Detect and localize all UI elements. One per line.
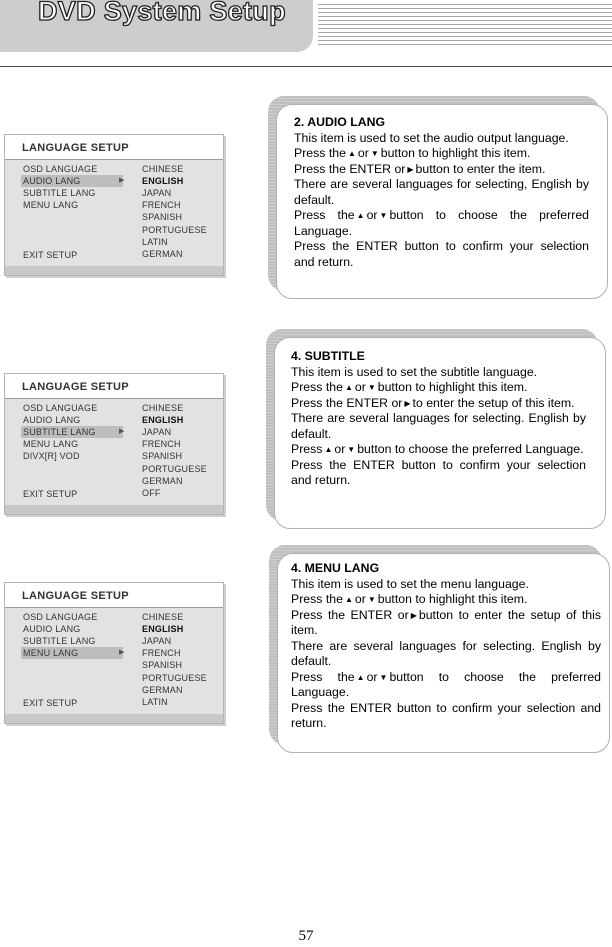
option-portuguese[interactable]: PORTUGUESE	[142, 225, 207, 235]
option-spanish[interactable]: SPANISH	[142, 660, 183, 670]
option-german[interactable]: GERMAN	[142, 685, 183, 695]
menu-item-audio-lang[interactable]: AUDIO LANG	[23, 624, 81, 634]
right-arrow-icon: ▶	[404, 398, 411, 408]
option-off[interactable]: OFF	[142, 488, 161, 498]
card-choose-line: Press the ▲ or ▼ button to choose the preferred Language.	[294, 208, 589, 238]
card-intro: This item is used to set the menu language.	[291, 576, 529, 591]
menu-item-divx-vod[interactable]: DIVX[R] VOD	[23, 451, 80, 461]
menu-item-osd-language[interactable]: OSD LANGUAGE	[23, 403, 98, 413]
info-card-subtitle	[266, 329, 606, 529]
up-arrow-icon: ▲	[344, 595, 353, 604]
option-french[interactable]: FRENCH	[142, 648, 181, 658]
info-card-menu-lang	[269, 545, 610, 753]
option-chinese[interactable]: CHINESE	[142, 403, 184, 413]
card-title: 4. SUBTITLE	[291, 349, 365, 363]
card-nav-line: Press the ▲ or ▼ button to highlight this item.	[291, 380, 528, 394]
option-german[interactable]: GERMAN	[142, 476, 183, 486]
option-japan[interactable]: JAPAN	[142, 636, 172, 646]
menu-item-exit-setup[interactable]: EXIT SETUP	[23, 250, 78, 260]
up-arrow-icon: ▲	[324, 445, 333, 454]
menu-item-menu-lang[interactable]: MENU LANG	[23, 439, 79, 449]
language-setup-menu-menulang	[4, 582, 224, 724]
option-portuguese[interactable]: PORTUGUESE	[142, 464, 207, 474]
menu-title: LANGUAGE SETUP	[5, 583, 223, 608]
up-arrow-icon: ▲	[356, 672, 365, 682]
option-latin[interactable]: LATIN	[142, 237, 168, 247]
option-french[interactable]: FRENCH	[142, 439, 181, 449]
menu-item-subtitle-lang[interactable]: SUBTITLE LANG	[23, 636, 96, 646]
down-arrow-icon: ▼	[367, 383, 376, 392]
card-confirm: Press the ENTER button to confirm your selection and return.	[294, 239, 589, 269]
right-arrow-icon: ▶	[407, 164, 414, 174]
page-title: DVD System Setup	[38, 0, 286, 26]
header-tab	[0, 0, 313, 52]
menu-title: LANGUAGE SETUP	[5, 374, 223, 399]
card-enter-line: Press the ENTER or ▶ to enter the setup of this item.	[291, 395, 575, 410]
option-english[interactable]: ENGLISH	[142, 415, 184, 425]
option-japan[interactable]: JAPAN	[142, 427, 172, 437]
menu-item-audio-lang[interactable]: AUDIO LANG ▶	[21, 175, 123, 187]
info-card-audio-lang	[268, 96, 608, 299]
card-enter-line: Press the ENTER or ▶ button to enter the item.	[294, 161, 546, 176]
card-intro: This item is used to set the subtitle language.	[291, 364, 538, 379]
menu-item-menu-lang[interactable]: MENU LANG	[23, 200, 79, 210]
card-choose-line: Press ▲ or ▼ button to choose the preferred Language.	[291, 442, 584, 456]
down-arrow-icon: ▼	[379, 672, 388, 682]
language-setup-menu-audio	[4, 134, 224, 276]
option-latin[interactable]: LATIN	[142, 697, 168, 707]
down-arrow-icon: ▼	[367, 595, 376, 604]
option-spanish[interactable]: SPANISH	[142, 451, 183, 461]
option-chinese[interactable]: CHINESE	[142, 164, 184, 174]
option-portuguese[interactable]: PORTUGUESE	[142, 673, 207, 683]
card-languages: There are several languages for selecting. English by default.	[291, 638, 601, 668]
card-nav-line: Press the ▲ or ▼ button to highlight this item.	[294, 146, 531, 160]
menu-item-exit-setup[interactable]: EXIT SETUP	[23, 489, 78, 499]
card-languages: There are several languages for selecting. English by default.	[291, 411, 586, 441]
card-choose-line: Press the ▲ or ▼ button to choose the preferred Language.	[291, 669, 601, 699]
menu-item-subtitle-lang[interactable]: SUBTITLE LANG ▶	[21, 426, 123, 438]
menu-item-osd-language[interactable]: OSD LANGUAGE	[23, 612, 98, 622]
card-intro: This item is used to set the audio output language.	[294, 130, 569, 145]
option-japan[interactable]: JAPAN	[142, 188, 172, 198]
card-confirm: Press the ENTER button to confirm your selection and return.	[291, 457, 586, 487]
menu-item-osd-language[interactable]: OSD LANGUAGE	[23, 164, 98, 174]
page-number: 57	[298, 928, 314, 944]
card-confirm: Press the ENTER button to confirm your selection and return.	[291, 700, 601, 730]
up-arrow-icon: ▲	[347, 149, 356, 158]
up-arrow-icon: ▲	[356, 211, 365, 220]
option-spanish[interactable]: SPANISH	[142, 212, 183, 222]
menu-item-audio-lang[interactable]: AUDIO LANG	[23, 415, 81, 425]
option-chinese[interactable]: CHINESE	[142, 612, 184, 622]
option-german[interactable]: GERMAN	[142, 249, 183, 259]
down-arrow-icon: ▼	[379, 211, 388, 220]
menu-title: LANGUAGE SETUP	[5, 135, 223, 160]
up-arrow-icon: ▲	[344, 383, 353, 392]
menu-item-menu-lang[interactable]: MENU LANG ▶	[21, 647, 123, 659]
card-nav-line: Press the ▲ or ▼ button to highlight this item.	[291, 592, 528, 606]
card-title: 2. AUDIO LANG	[294, 115, 386, 129]
card-languages: There are several languages for selecting, English by default.	[294, 177, 589, 207]
down-arrow-icon: ▼	[370, 149, 379, 158]
card-enter-line: Press the ENTER or ▶ button to enter the setup of this item.	[291, 607, 602, 637]
right-arrow-icon: ▶	[410, 610, 417, 620]
down-arrow-icon: ▼	[347, 445, 356, 454]
option-english[interactable]: ENGLISH	[142, 176, 184, 186]
header-divider	[0, 66, 612, 67]
menu-item-subtitle-lang[interactable]: SUBTITLE LANG	[23, 188, 96, 198]
option-french[interactable]: FRENCH	[142, 200, 181, 210]
card-title: 4. MENU LANG	[291, 561, 380, 575]
option-english[interactable]: ENGLISH	[142, 624, 184, 634]
language-setup-menu-subtitle	[4, 373, 224, 515]
menu-item-exit-setup[interactable]: EXIT SETUP	[23, 698, 78, 708]
header-stripes	[318, 4, 612, 48]
